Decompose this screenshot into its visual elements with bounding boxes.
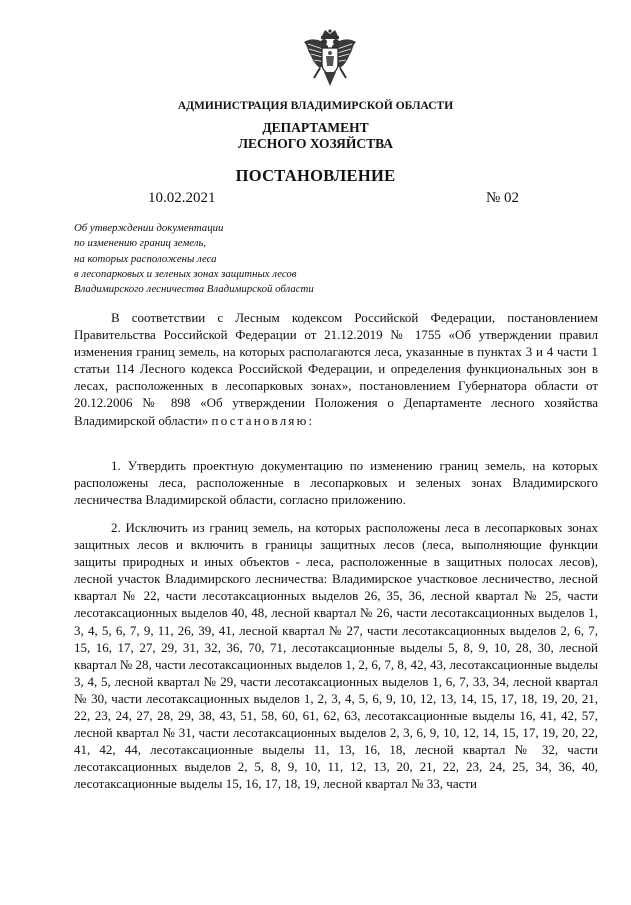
coat-of-arms-icon [300,28,360,90]
document-subject [74,221,394,297]
preamble-text: В соответствии с Лесным кодексом Российской Федерации, постановлением Правительства Российской Федерации от 21.12.2019 № 1755 «Об утверждении правил изменения границ земель, на которых располагаются леса, указанные в пунктах 3 и 4 части 1 статьи 114 Лесного кодекса Российской Федерации, и определения функциональных зон в лесах, расположенных в лесопарковых зонах», постановлением Губернатора области от 20.12.2006 № 898 «Об утверждении Положения о Департаменте лесного хозяйства Владимирской области» [74,310,598,428]
document-date: 10.02.2021 [148,190,216,206]
subject-line: на которых расположены леса [74,252,217,265]
decree-word: постановляю: [211,412,315,428]
department-title-line1: ДЕПАРТАМЕНТ [262,120,369,135]
subject-line: Об утверждении документации [74,222,224,234]
subject-line: в лесопарковых и зеленых зонах защитных лесов [74,267,297,280]
document-number: № 02 [486,190,520,206]
clause-2-paragraph: 2. Исключить из границ земель, на которых расположены леса в лесопарковых зонах защитных лесов и включить в границы защитных лесов (леса, выполняющие функции защиты природных и иных объектов - леса, расположенные в защитных полосах лесов), лесной участок Владимирского лесничества: Владимирское участковое лесничество, лесной квартал № 22, части лесотаксационных выделов 26, 35, 36, лесной квартал № 25, части лесотаксационных выделов 40, 48, лесной квартал № 26, части лесотаксационных выделов 1, 3, 4, 5, 6, 7, 9, 11, 26, 39, 41, лесной квартал № 27, части лесотаксационных выделов 2, 6, 7, 15, 16, 17, 27, 29, 31, 32, 36, 70, 71, лесотаксационные выделы 5, 8, 9, 10, 28, 30, лесной квартал № 28, части лесотаксационных выделов 1, 2, 6, 7, 8, 42, 43, лесотаксационные выделы 3, 4, 5, лесной квартал № 29, части лесотаксационных выделов 1, 6, 7, 33, 34, лесной квартал № 30, части лесотаксационных выделов 1, 2, 3, 4, 5, 6, 9, 10, 12, 13, 14, 15, 17, 18, 19, 20, 21, 22, 23, 24, 27, 28, 29, 38, 43, 51, 58, 60, 61, 62, 63, лесотаксационные выделы 16, 41, 42, 57, лесной квартал № 31, части лесотаксационных выделов 2, 3, 6, 9, 10, 12, 14, 15, 17, 19, 20, 22, 41, 42, 44, лесотаксационные выделы 11, 13, 16, 18, лесной квартал № 32, части лесотаксационных выделов 2, 5, 8, 9, 10, 11, 12, 13, 20, 21, 22, 23, 24, 25, 34, 36, 40, лесотаксационные выделы 15, 16, 17, 18, 19, лесной квартал № 33, части [74,520,598,792]
document-type-title: ПОСТАНОВЛЕНИЕ [235,166,396,185]
subject-line: Владимирского лесничества Владимирской области [74,283,314,296]
administration-title: АДМИНИСТРАЦИЯ ВЛАДИМИРСКОЙ ОБЛАСТИ [177,100,454,112]
department-title-line2: ЛЕСНОГО ХОЗЯЙСТВА [237,136,394,151]
subject-line: по изменению границ земель, [74,237,207,250]
preamble-paragraph [74,309,598,429]
clause-1-paragraph: 1. Утвердить проектную документацию по изменению границ земель, на которых расположены леса, расположенные в лесопарковых и зеленых зонах Владимирского лесничества Владимирской области, согласно приложению. [74,458,598,508]
